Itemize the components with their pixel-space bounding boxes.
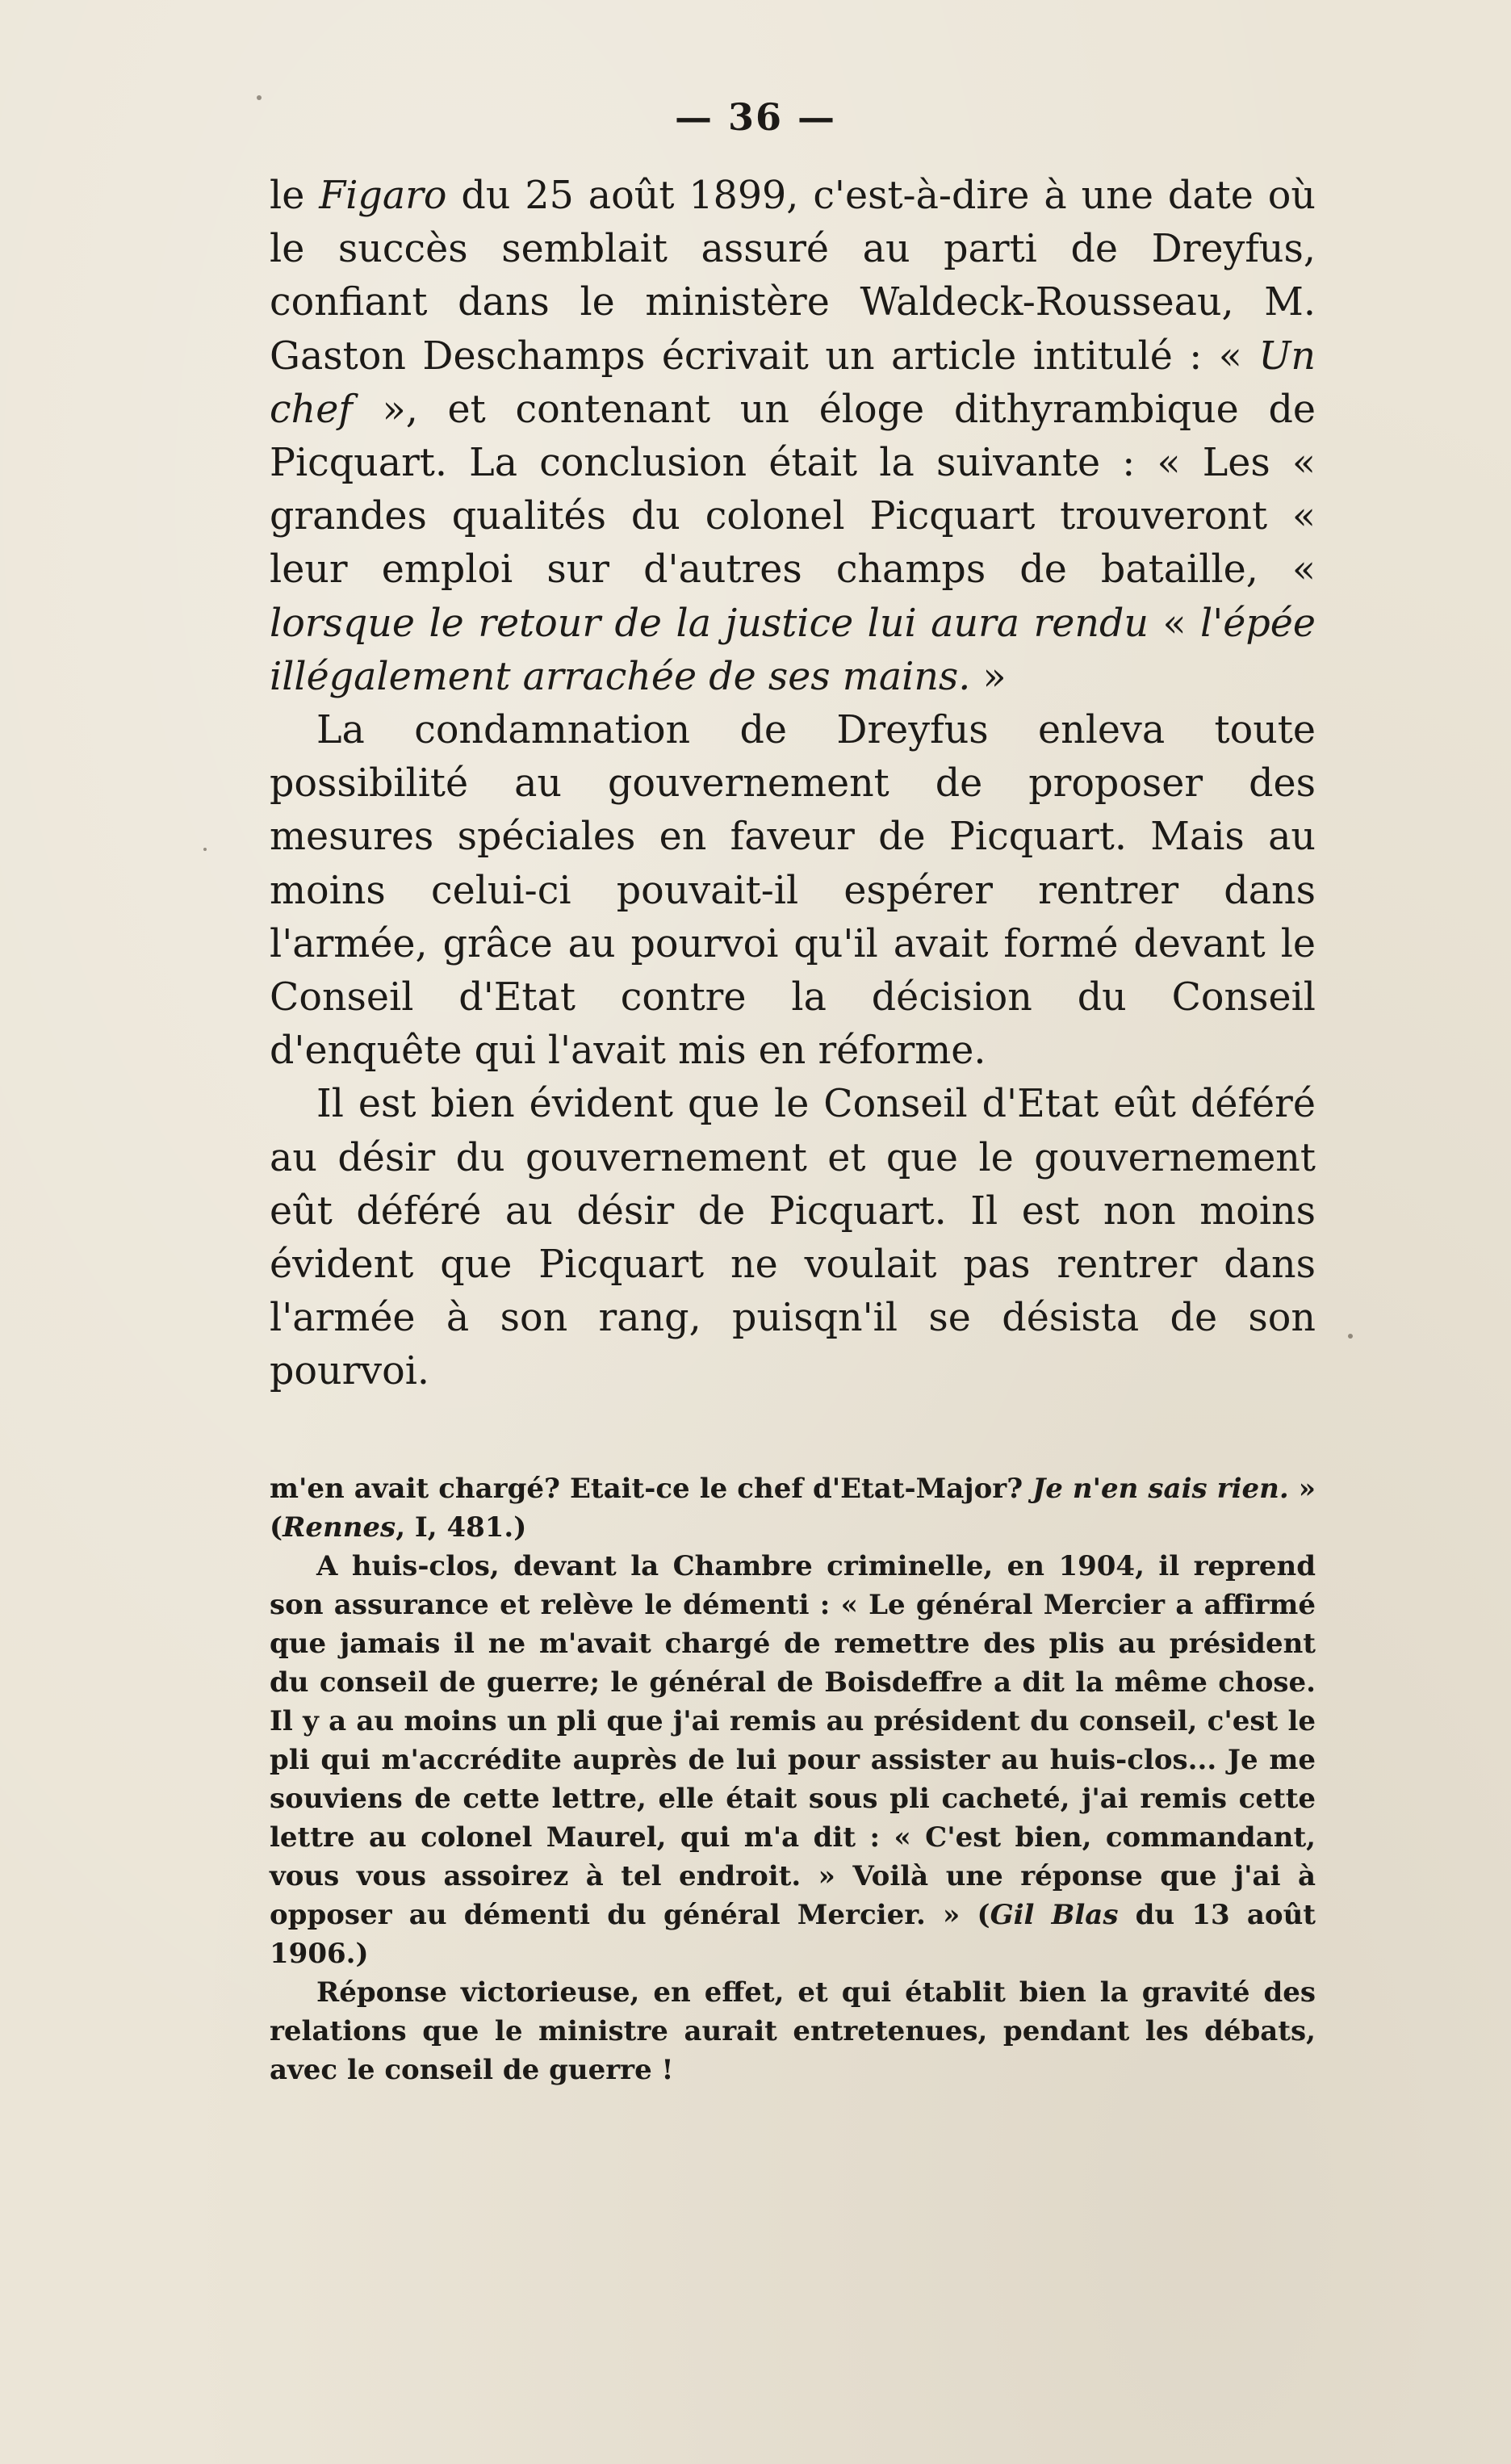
page-number: — 36 —	[674, 95, 837, 139]
article-title: Un chef	[270, 333, 1316, 432]
footnotes	[270, 1469, 1316, 2089]
paper-speck	[257, 95, 262, 100]
main-text	[270, 170, 1316, 1399]
footnote-continuation: m'en avait chargé? Etait-ce le chef d'Etat-Major? Je n'en sais rien. » (Rennes, I, 481.)	[270, 1473, 1316, 1544]
paragraph-3: Il est bien évident que le Conseil d'Etat eût déféré au désir du gouvernement et que le gouvernement eût déféré au désir de Picquart. Il est non moins évident que Picquart ne voulait pas rentrer dans l'armée à son rang, puisqn'il se désista de son pourvoi.	[270, 1082, 1316, 1394]
footnote-source: Gil Blas	[990, 1899, 1119, 1931]
paper-speck	[203, 848, 207, 851]
newspaper-title: Figaro	[319, 174, 447, 218]
paper-speck	[1348, 1334, 1353, 1339]
footnote-source: Rennes	[283, 1511, 396, 1544]
quote-italic-2: l'épée illégalement arrachée de ses mains.	[270, 601, 1316, 699]
quote-italic-1: lorsque le retour de la justice lui aura rendu	[270, 601, 1149, 646]
paragraph-1: le Figaro du 25 août 1899, c'est-à-dire à une date où le succès semblait assuré au parti de Dreyfus, confiant dans le ministère Waldeck-Rousseau, M. Gaston Deschamps écrivait un article intitulé : « Un chef », et contenant un éloge dithyrambique de Picquart. La conclusion était la suivante : « Les « grandes qualités du colonel Picquart trouveront « leur emploi sur d'autres champs de bataille, « lorsque le retour de la justice lui aura rendu « l'épée illégalement arrachée de ses mains. »	[270, 174, 1316, 699]
footnote-paragraph-3: Réponse victorieuse, en effet, et qui établit bien la gravité des relations que le ministre aurait entretenues, pendant les débats, avec le conseil de guerre !	[270, 1976, 1316, 2086]
paragraph-2: La condamnation de Dreyfus enleva toute possibilité au gouvernement de proposer des mesures spéciales en faveur de Picquart. Mais au moins celui-ci pouvait-il espérer rentrer dans l'armée, grâce au pourvoi qu'il avait formé devant le Conseil d'Etat contre la décision du Conseil d'enquête qui l'avait mis en réforme.	[270, 708, 1316, 1074]
footnote-paragraph-2: A huis-clos, devant la Chambre criminelle, en 1904, il reprend son assurance et relève le démenti : « Le général Mercier a affirmé que jamais il ne m'avait chargé de remettre des plis au président du conseil de guerre; le général de Boisdeffre a dit la même chose. Il y a au moins un pli que j'ai remis au président du conseil, c'est le pli qui m'accrédite auprès de lui pour assister au huis-clos... Je me souviens de cette lettre, elle était sous pli cacheté, j'ai remis cette lettre au colonel Maurel, qui m'a dit : « C'est bien, commandant, vous vous assoirez à tel endroit. » Voilà une réponse que j'ai à opposer au démenti du général Mercier. » (Gil Blas du 13 août 1906.)	[270, 1550, 1316, 1970]
